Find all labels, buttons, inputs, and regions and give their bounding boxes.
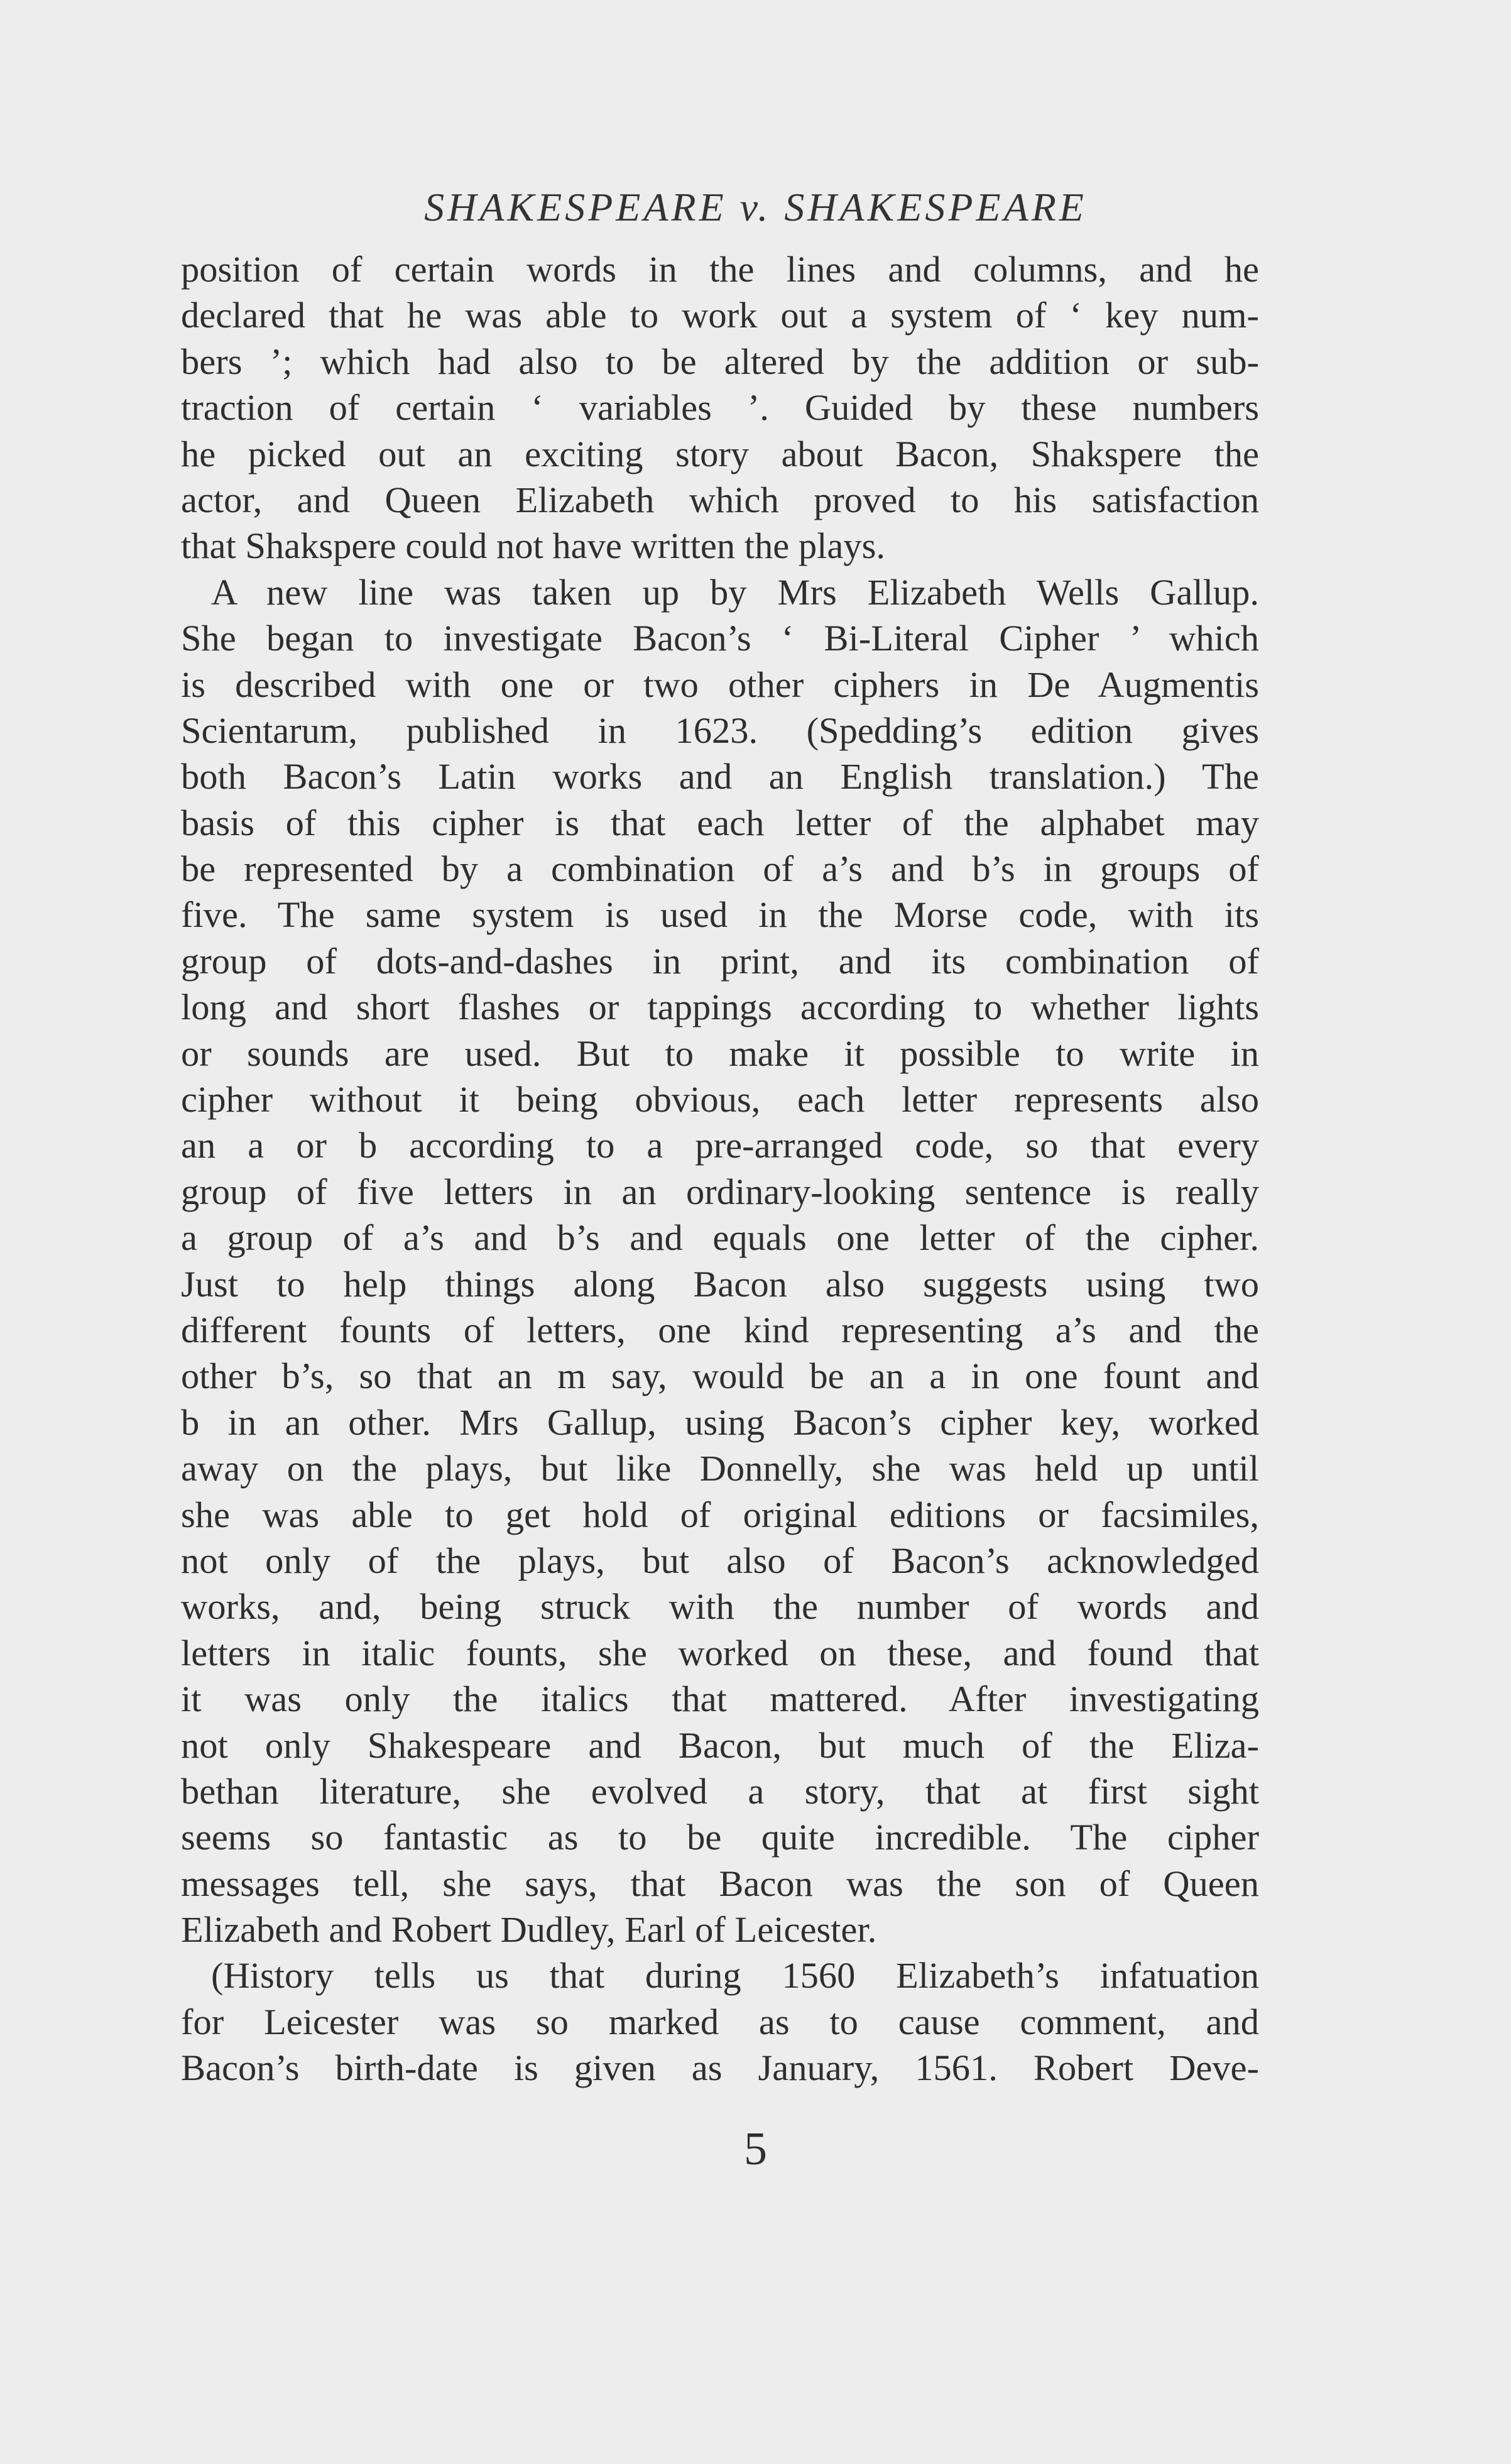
text-line: not only of the plays, but also of Bacon’s acknowledged (181, 1540, 1259, 1581)
text-line: group of dots-and-dashes in print, and its combination of (181, 940, 1259, 982)
text-line: group of five letters in an ordinary-looking sentence is really (181, 1171, 1259, 1212)
text-line: traction of certain ‘ variables ’. Guided by these numbers (181, 387, 1259, 429)
text-line: position of certain words in the lines and columns, and he (181, 249, 1259, 290)
text-line: seems so fantastic as to be quite incredible. The cipher (181, 1817, 1259, 1858)
running-head: SHAKESPEARE v. SHAKESPEARE (424, 185, 1087, 229)
text-line: away on the plays, but like Donnelly, she was held up until (181, 1448, 1259, 1489)
text-line: messages tell, she says, that Bacon was the son of Queen (181, 1863, 1259, 1904)
text-line: she was able to get hold of original editions or facsimiles, (181, 1494, 1259, 1535)
text-line: Bacon’s birth-date is given as January, 1561. Robert Deve- (181, 2047, 1259, 2089)
text-line: bethan literature, she evolved a story, that at first sight (181, 1770, 1259, 1812)
text-line: declared that he was able to work out a system of ‘ key num- (181, 295, 1259, 336)
text-line: cipher without it being obvious, each letter represents also (181, 1079, 1259, 1120)
text-line: not only Shakespeare and Bacon, but much of the Eliza- (181, 1724, 1259, 1766)
text-line: a group of a’s and b’s and equals one letter of the cipher. (181, 1217, 1259, 1259)
text-line: be represented by a combination of a’s and b’s in groups of (181, 848, 1259, 890)
text-line: is described with one or two other ciphers in De Augmentis (181, 664, 1259, 705)
text-line: both Bacon’s Latin works and an English translation.) The (181, 756, 1259, 797)
page-number: 5 (744, 2123, 767, 2175)
text-line: Scientarum, published in 1623. (Spedding’s edition gives (181, 709, 1259, 751)
text-line: Just to help things along Bacon also suggests using two (181, 1263, 1259, 1305)
text-line: works, and, being struck with the number of words and (181, 1586, 1259, 1628)
text-line: for Leicester was so marked as to cause comment, and (181, 2001, 1259, 2042)
text-line: he picked out an exciting story about Bacon, Shakspere the (181, 433, 1259, 474)
text-line: basis of this cipher is that each letter of the alphabet may (181, 802, 1259, 843)
text-line: bers ’; which had also to be altered by the addition or sub- (181, 341, 1259, 382)
text-line: (History tells us that during 1560 Elizabeth’s infatuation (211, 1955, 1259, 1996)
text-line: different founts of letters, one kind representing a’s and the (181, 1309, 1259, 1350)
text-line: or sounds are used. But to make it possible to write in (181, 1032, 1259, 1074)
text-line: it was only the italics that mattered. After investigating (181, 1678, 1259, 1720)
body-text (181, 246, 1259, 2091)
text-line: other b’s, so that an m say, would be an a in one fount and (181, 1355, 1259, 1397)
text-line: long and short flashes or tappings according to whether lights (181, 987, 1259, 1028)
text-line: letters in italic founts, she worked on these, and found that (181, 1632, 1259, 1673)
text-line: A new line was taken up by Mrs Elizabeth Wells Gallup. (211, 571, 1259, 613)
text-line: Elizabeth and Robert Dudley, Earl of Leicester. (181, 1909, 877, 1951)
text-line: that Shakspere could not have written the plays. (181, 525, 885, 567)
text-line: actor, and Queen Elizabeth which proved to his satisfaction (181, 479, 1259, 520)
text-line: five. The same system is used in the Morse code, with its (181, 894, 1259, 936)
text-line: She began to investigate Bacon’s ‘ Bi-Literal Cipher ’ which (181, 618, 1259, 659)
text-line: an a or b according to a pre-arranged code, so that every (181, 1125, 1259, 1166)
text-line: b in an other. Mrs Gallup, using Bacon’s cipher key, worked (181, 1401, 1259, 1443)
